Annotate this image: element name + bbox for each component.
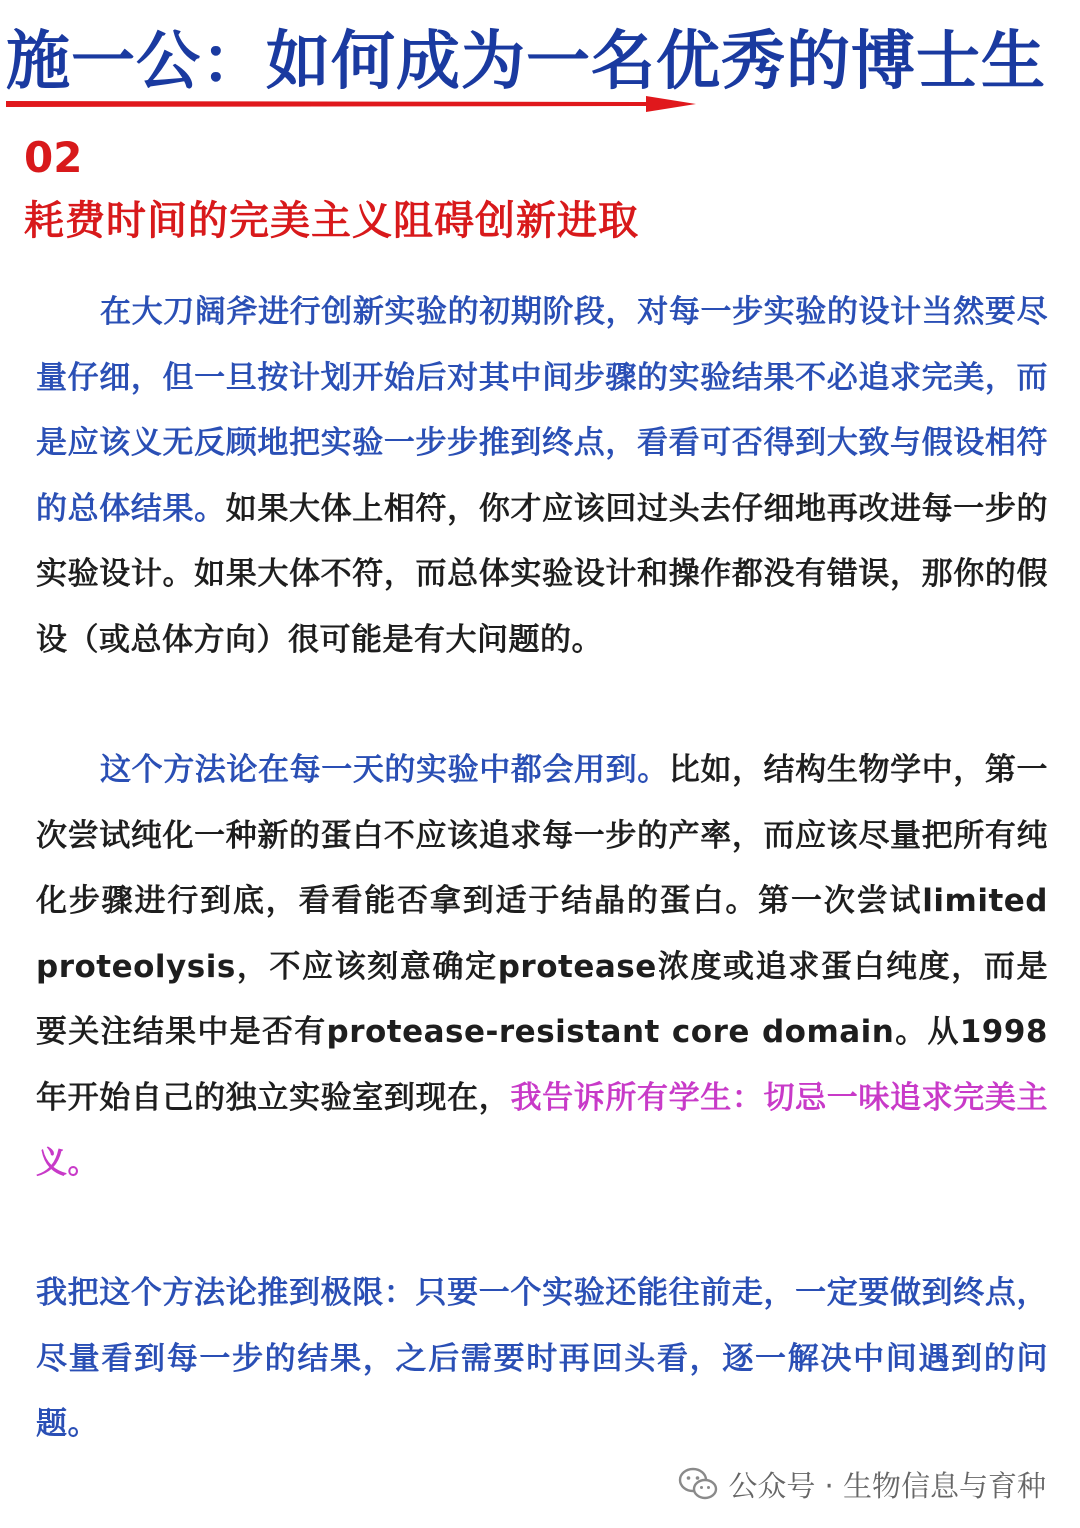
- section-number: 02: [24, 133, 83, 182]
- title-underline-arrow: [6, 92, 696, 116]
- section-title: 耗费时间的完美主义阻碍创新进取: [24, 198, 639, 244]
- page-title: 施一公：如何成为一名优秀的博士生: [6, 25, 1046, 99]
- paragraph-1-blue-text: 在大刀阔斧进行创新实验的初期阶段，对每一步实验的设计当然要尽量仔细，但一旦按计划开始后对其中间步骤的实验结果不必追求完美，而是应该义无反顾地把实验一步步推到终点，看看可否得到大致与假设相符的总体结果。: [36, 294, 1048, 527]
- paragraph-2-body-text: 比如，结构生物学中，第一次尝试纯化一种新的蛋白不应该追求每一步的产率，而应该尽量把所有纯化步骤进行到底，看看能否拿到适于结晶的蛋白。第一次尝试limited proteolysis，不应该刻意确定protease浓度或追求蛋白纯度，而是要关注结果中是否有protease-resistant core domain。从1998年开始自己的独立实验室到现在，: [36, 752, 1049, 1116]
- paragraph-3-blue-text: 我把这个方法论推到极限：只要一个实验还能往前走，一定要做到终点，尽量看到每一步的结果，之后需要时再回头看，逐一解决中间遇到的问题。: [36, 1275, 1048, 1442]
- paragraph-1-body-text: 如果大体上相符，你才应该回过头去仔细地再改进每一步的实验设计。如果大体不符，而总体实验设计和操作都没有错误，那你的假设（或总体方向）很可能是有大问题的。: [36, 490, 1049, 658]
- paragraph-1: [36, 280, 1048, 673]
- footer-text: 公众号 · 生物信息与育种: [728, 1468, 1046, 1503]
- paragraph-2: [36, 738, 1048, 1197]
- wechat-icon: [678, 1466, 718, 1502]
- footer-watermark: [678, 1462, 1046, 1506]
- paragraph-2-magenta-text: 我告诉所有学生：切忌一味追求完美主义。: [36, 1079, 1049, 1181]
- paragraph-2-blue-text: 这个方法论在每一天的实验中都会用到。: [100, 752, 669, 788]
- paragraph-3: [36, 1261, 1048, 1458]
